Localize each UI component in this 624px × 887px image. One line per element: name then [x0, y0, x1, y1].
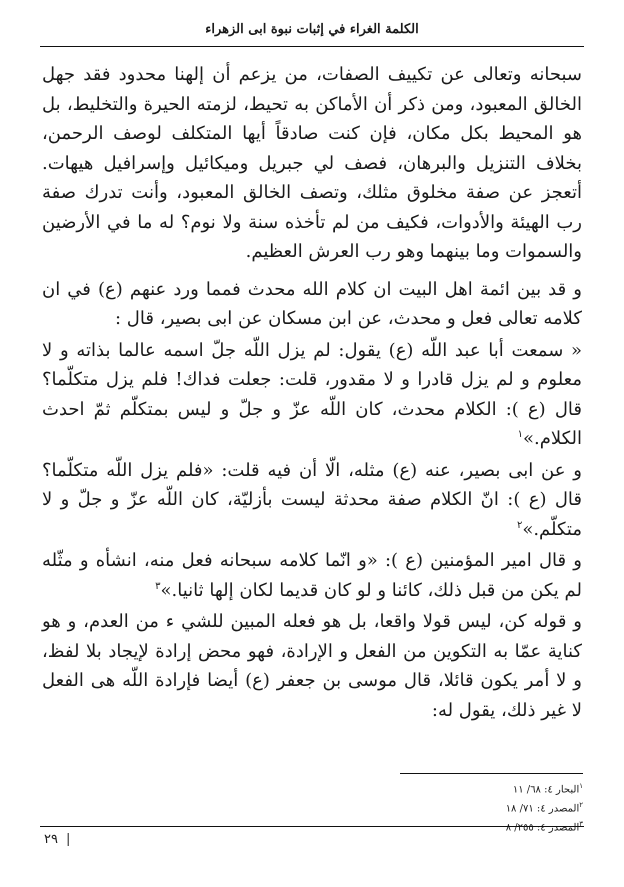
main-text — [42, 60, 582, 725]
footnote-1 — [400, 779, 583, 798]
footnotes — [400, 779, 583, 835]
page-number — [44, 832, 70, 847]
footnote-ref-1[interactable]: ١ — [517, 429, 523, 440]
footnote-mark: ٣ — [579, 819, 583, 828]
footnote-ref-3[interactable]: ٣ — [155, 580, 161, 592]
footnote-rule — [400, 773, 583, 774]
footnote-text: المصدر ٤: ٧١/ ١٨ — [505, 803, 580, 815]
header-rule — [40, 46, 584, 47]
paragraph-6: و قوله كن، ليس قولا واقعا، بل هو فعله المبين للشي ء من العدم، و هو كناية عمّا به التكوين من الفعل و الإرادة، فهو محض إرادة لإيجاد بلا لفظ، و لا أمر يكون قائلا، قال موسى بن جعفر (ع) أيضا فإرادة اللّه هى الفعل لا غير ذلك، يقول له: — [42, 611, 582, 721]
page-number-separator: | — [65, 832, 71, 847]
footnote-2 — [400, 798, 583, 817]
footnote-ref-2[interactable]: ٢ — [516, 519, 523, 531]
footnote-text: البحار ٤: ٦٨/ ١١ — [512, 784, 580, 796]
quote-paragraph-1 — [42, 336, 582, 454]
running-header: الكلمة الغراء في إثبات نبوة ابى الزهراء — [205, 22, 419, 37]
footnote-text: المصدر ٤: ٢٥٥/ ٨ — [505, 821, 580, 833]
bottom-rule — [40, 826, 584, 827]
page-number-value: ٢٩ — [44, 832, 58, 847]
quote-text-2: و عن ابى بصير، عنه (ع) مثله، الّا أن فيه قلت: «فلم يزل اللّه متكلّما؟ قال (ع ): انّ الكلام صفة محدثة ليست بأزليّة، كان اللّه عزّ و جلّ و لا متكلّم.» — [42, 459, 582, 540]
footnote-mark: ١ — [579, 782, 583, 790]
paragraph-1: سبحانه وتعالى عن تكييف الصفات، من يزعم أن إلهنا محدود فقد جهل الخالق المعبود، ومن ذكر أن الأماكن به تحيط، لزمته الحيرة والتخليط، بل هو المحيط بكل مكان، فإن كنت صادقاً أيها المتكلف لوصف الرحمن، بخلاف التنزيل والبرهان، فصف لي جبريل وميكائيل وإسرافيل هيهات. أتعجز عن صفة مخلوق مثلك، وتصف الخالق المعبود، وأنت تدرك صفة رب الهيئة والأدوات، فكيف من لم تأخذه سنة ولا نوم؟ له ما في الأرضين والسموات وما بينهما وهو رب العرش العظيم. — [42, 64, 582, 262]
quote-paragraph-2 — [42, 456, 582, 545]
paragraph-2: و قد بين ائمة اهل البيت ان كلام الله محدث فمما ورد عنهم (ع) في ان كلامه تعالى فعل و محدث، عن ابن مسكان عن ابى بصير، قال : — [42, 278, 582, 329]
footnote-mark: ٢ — [579, 800, 583, 809]
quote-text-1: « سمعت أبا عبد اللّه (ع) يقول: لم يزل اللّه جلّ اسمه عالما بذاته و لا معلوم و لم يزل قادرا و لا مقدور، قلت: جعلت فداك! فلم يزل متكلّما؟ قال (ع ): الكلام محدث، كان اللّه عزّ و جلّ و ليس بمتكلّم ثمّ احدث الكلام.» — [42, 339, 582, 449]
quote-paragraph-3 — [42, 546, 582, 605]
quote-text-3: و قال امير المؤمنين (ع ): «و انّما كلامه سبحانه فعل منه، انشأه و مثّله لم يكن من قبل ذلك، كائنا و لو كان قديما لكان إلها ثانيا.» — [42, 550, 582, 601]
